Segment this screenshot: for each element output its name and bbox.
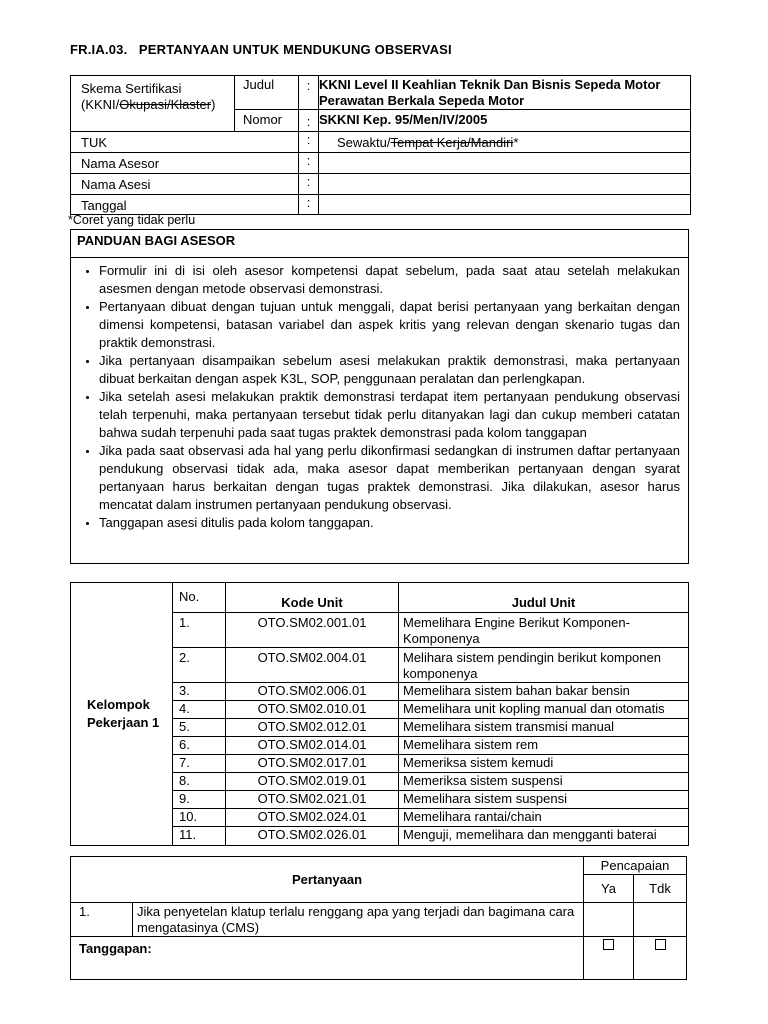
unit-judul: Melihara sistem pendingin berikut komponen komponenya [399, 648, 689, 683]
unit-kode: OTO.SM02.006.01 [226, 683, 399, 701]
unit-judul: Memelihara unit kopling manual dan otomatis [399, 701, 689, 719]
tuk-label: TUK [71, 132, 299, 153]
panduan-box [70, 229, 689, 564]
unit-kode: OTO.SM02.026.01 [226, 827, 399, 846]
judul-colon: : [299, 76, 319, 110]
unit-judul: Memelihara sistem suspensi [399, 791, 689, 809]
document-title [70, 42, 452, 57]
col-judul-header: Judul Unit [399, 583, 689, 613]
nama-asesor-colon: : [299, 153, 319, 174]
nama-asesi-field[interactable] [319, 174, 691, 195]
unit-judul: Memelihara rantai/chain [399, 809, 689, 827]
unit-no: 7. [173, 755, 226, 773]
question-no: 1. [71, 903, 133, 937]
nama-asesi-label: Nama Asesi [71, 174, 299, 195]
unit-judul: Memelihara Engine Berikut Komponen-Komponenya [399, 613, 689, 648]
unit-no: 5. [173, 719, 226, 737]
unit-no: 8. [173, 773, 226, 791]
unit-kode: OTO.SM02.014.01 [226, 737, 399, 755]
tanggapan-label: Tanggapan: [71, 937, 584, 980]
col-ya-header: Ya [584, 875, 634, 903]
unit-judul: Memeriksa sistem kemudi [399, 755, 689, 773]
unit-kode: OTO.SM02.024.01 [226, 809, 399, 827]
panduan-title: PANDUAN BAGI ASESOR [71, 230, 688, 258]
form-code: FR.IA.03. [70, 42, 128, 57]
nomor-value: SKKNI Kep. 95/Men/IV/2005 [319, 110, 691, 132]
unit-kode: OTO.SM02.001.01 [226, 613, 399, 648]
judul-value: KKNI Level II Keahlian Teknik Dan Bisnis Sepeda Motor Perawatan Berkala Sepeda Motor [319, 76, 691, 110]
unit-no: 9. [173, 791, 226, 809]
tanggal-field[interactable] [319, 195, 691, 215]
unit-no: 10. [173, 809, 226, 827]
unit-kode: OTO.SM02.019.01 [226, 773, 399, 791]
panduan-item: • Jika pada saat observasi ada hal yang perlu dikonfirmasi sedangkan di instrumen daftar pertanyaan pendukung observasi tidak ada, maka asesor dapat memberikan pertanyaan dengan syarat pertanyaan harus berkaitan dengan tugas praktek demonstrasi. Jika dilakukan, asesor harus mencatat dalam instrumen pertanyaan pendukung observasi. [99, 442, 680, 514]
tuk-colon: : [299, 132, 319, 153]
nomor-colon: : [299, 110, 319, 132]
panduan-item: • Jika pertanyaan disampaikan sebelum asesi melakukan praktik demonstrasi, maka pertanyaan dibuat berkaitan dengan aspek K3L, SOP, penggunaan peralatan dan perlengkapan. [99, 352, 680, 388]
header-info-table [70, 75, 691, 215]
panduan-item: • Pertanyaan dibuat dengan tujuan untuk menggali, dapat berisi pertanyaan yang berkaitan dengan dimensi kompetensi, batasan variabel dan aspek kritis yang relevan dengan skenario tugas dan praktik demonstrasi. [99, 298, 680, 352]
tanggal-colon: : [299, 195, 319, 215]
panduan-item: • Formulir ini di isi oleh asesor kompetensi dapat sebelum, pada saat atau setelah melakukan asesmen dengan metode observasi demonstrasi. [99, 262, 680, 298]
ya-checkbox-cell [584, 937, 634, 980]
unit-no: 4. [173, 701, 226, 719]
unit-kode: OTO.SM02.010.01 [226, 701, 399, 719]
nama-asesi-colon: : [299, 174, 319, 195]
tanggal-label: Tanggal [71, 195, 299, 215]
judul-label: Judul [235, 76, 299, 110]
question-tdk-cell[interactable] [634, 903, 687, 937]
panduan-item: • Tanggapan asesi ditulis pada kolom tanggapan. [99, 514, 680, 532]
unit-no: 1. [173, 613, 226, 648]
unit-kode: OTO.SM02.012.01 [226, 719, 399, 737]
unit-judul: Menguji, memelihara dan mengganti baterai [399, 827, 689, 846]
kelompok-label: Kelompok Pekerjaan 1 [71, 583, 173, 846]
col-pertanyaan-header: Pertanyaan [71, 857, 584, 903]
ya-checkbox[interactable] [603, 939, 614, 950]
col-no-header: No. [173, 583, 226, 613]
tuk-value: Sewaktu/Tempat Kerja/Mandiri* [319, 132, 691, 153]
col-tdk-header: Tdk [634, 875, 687, 903]
unit-kode: OTO.SM02.021.01 [226, 791, 399, 809]
col-pencapaian-header: Pencapaian [584, 857, 687, 875]
units-table [70, 582, 689, 846]
unit-kode: OTO.SM02.017.01 [226, 755, 399, 773]
questions-table [70, 856, 687, 980]
unit-no: 2. [173, 648, 226, 683]
nomor-label: Nomor [235, 110, 299, 132]
question-text: Jika penyetelan klatup terlalu renggang apa yang terjadi dan bagimana cara mengatasinya (CMS) [133, 903, 584, 937]
unit-judul: Memeriksa sistem suspensi [399, 773, 689, 791]
panduan-list [71, 262, 688, 532]
unit-no: 11. [173, 827, 226, 846]
unit-no: 6. [173, 737, 226, 755]
panduan-item: • Jika setelah asesi melakukan praktik demonstrasi terdapat item pertanyaan pendukung observasi telah terpenuhi, maka pertanyaan tersebut tidak perlu ditanyakan lagi dan cukup memberi catatan bahwa sudah terpenuhi pada saat tugas praktek demonstrasi pada kolom tanggapan [99, 388, 680, 442]
tdk-checkbox-cell [634, 937, 687, 980]
unit-kode: OTO.SM02.004.01 [226, 648, 399, 683]
tdk-checkbox[interactable] [655, 939, 666, 950]
unit-judul: Memelihara sistem transmisi manual [399, 719, 689, 737]
unit-judul: Memelihara sistem rem [399, 737, 689, 755]
skema-label: Skema Sertifikasi (KKNI/Okupasi/Klaster) [71, 76, 235, 132]
question-ya-cell[interactable] [584, 903, 634, 937]
question-row [71, 903, 687, 937]
strike-note: *Coret yang tidak perlu [68, 213, 196, 227]
col-kode-header: Kode Unit [226, 583, 399, 613]
form-title: PERTANYAAN UNTUK MENDUKUNG OBSERVASI [138, 42, 452, 57]
nama-asesor-label: Nama Asesor [71, 153, 299, 174]
nama-asesor-field[interactable] [319, 153, 691, 174]
unit-judul: Memelihara sistem bahan bakar bensin [399, 683, 689, 701]
unit-no: 3. [173, 683, 226, 701]
